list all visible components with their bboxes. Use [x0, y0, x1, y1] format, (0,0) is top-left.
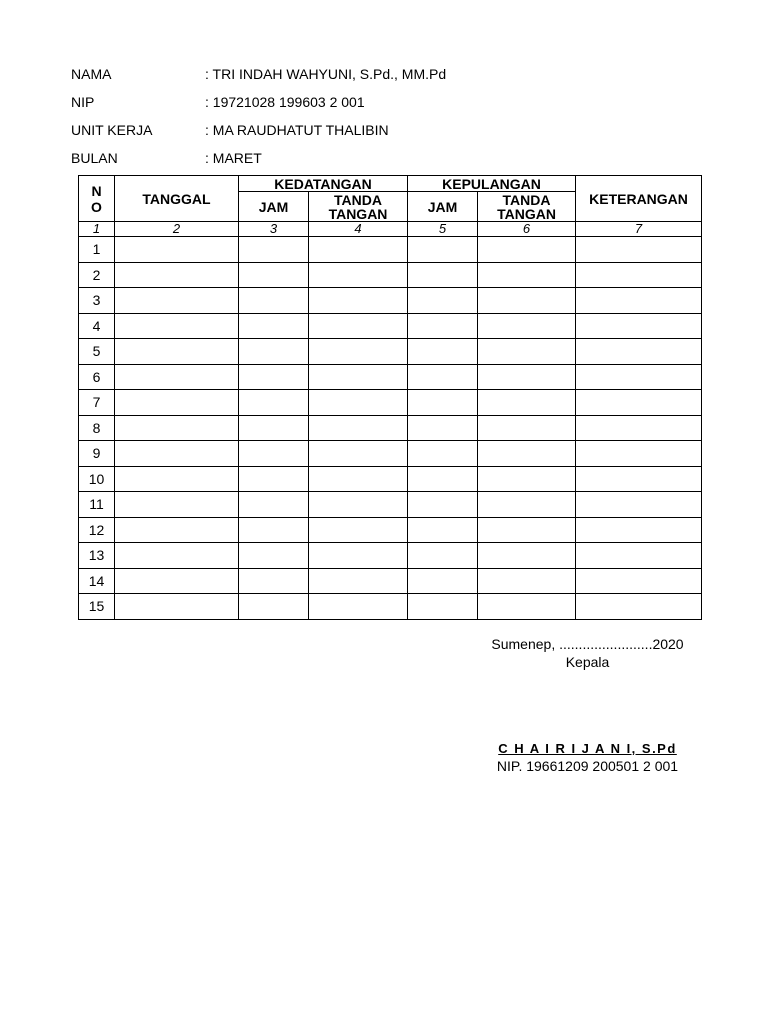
column-number: 4 [309, 222, 408, 237]
row-number: 7 [79, 390, 115, 416]
info-row-bulan [71, 144, 446, 172]
empty-cell [576, 339, 702, 365]
row-number: 4 [79, 313, 115, 339]
empty-cell [408, 441, 478, 467]
header-kepulangan-jam: JAM [408, 192, 478, 222]
table-row [79, 492, 702, 518]
header-tanggal: TANGGAL [115, 176, 239, 222]
empty-cell [239, 441, 309, 467]
empty-cell [478, 288, 576, 314]
empty-cell [576, 313, 702, 339]
empty-cell [309, 364, 408, 390]
bulan-label: BULAN [71, 150, 118, 166]
row-number: 12 [79, 517, 115, 543]
row-number: 11 [79, 492, 115, 518]
empty-cell [576, 441, 702, 467]
empty-cell [309, 237, 408, 263]
empty-cell [576, 415, 702, 441]
row-number: 13 [79, 543, 115, 569]
empty-cell [576, 466, 702, 492]
empty-cell [309, 339, 408, 365]
empty-cell [309, 415, 408, 441]
empty-cell [115, 441, 239, 467]
info-row-unit [71, 116, 446, 144]
empty-cell [408, 492, 478, 518]
empty-cell [408, 568, 478, 594]
attendance-table [78, 175, 702, 620]
empty-cell [115, 364, 239, 390]
empty-cell [239, 415, 309, 441]
signature-role: Kepala [565, 654, 610, 670]
empty-cell [478, 313, 576, 339]
empty-cell [115, 492, 239, 518]
empty-cell [309, 313, 408, 339]
tanda-line1: TANDA [334, 191, 382, 208]
header-row-1 [79, 176, 702, 192]
signature-place-date: Sumenep, ........................2020 [491, 636, 684, 652]
empty-cell [408, 237, 478, 263]
empty-cell [239, 543, 309, 569]
empty-cell [576, 237, 702, 263]
column-number: 5 [408, 222, 478, 237]
nama-value: : TRI INDAH WAHYUNI, S.Pd., MM.Pd [205, 66, 447, 82]
nip-value: : 19721028 199603 2 001 [205, 94, 365, 110]
table-row [79, 364, 702, 390]
empty-cell [408, 313, 478, 339]
empty-cell [309, 568, 408, 594]
row-number: 14 [79, 568, 115, 594]
empty-cell [309, 441, 408, 467]
empty-cell [309, 594, 408, 620]
empty-cell [576, 517, 702, 543]
header-no [79, 176, 115, 222]
column-number: 1 [79, 222, 115, 237]
empty-cell [478, 568, 576, 594]
row-number: 10 [79, 466, 115, 492]
empty-cell [239, 237, 309, 263]
column-number: 3 [239, 222, 309, 237]
column-number: 2 [115, 222, 239, 237]
empty-cell [478, 364, 576, 390]
row-number: 6 [79, 364, 115, 390]
signature-nip: NIP. 19661209 200501 2 001 [496, 758, 679, 774]
table-row [79, 237, 702, 263]
empty-cell [239, 492, 309, 518]
empty-cell [115, 262, 239, 288]
empty-cell [576, 390, 702, 416]
empty-cell [478, 415, 576, 441]
table-row [79, 339, 702, 365]
header-kedatangan: KEDATANGAN [239, 176, 408, 192]
empty-cell [239, 364, 309, 390]
header-no-line1: N [91, 182, 102, 199]
empty-cell [408, 262, 478, 288]
row-number: 3 [79, 288, 115, 314]
empty-cell [239, 313, 309, 339]
row-number: 5 [79, 339, 115, 365]
employee-info [71, 60, 446, 172]
empty-cell [115, 313, 239, 339]
empty-cell [239, 594, 309, 620]
header-kepulangan: KEPULANGAN [408, 176, 576, 192]
empty-cell [408, 288, 478, 314]
empty-cell [115, 390, 239, 416]
table-row [79, 415, 702, 441]
empty-cell [408, 415, 478, 441]
header-kepulangan-tanda [478, 192, 576, 222]
empty-cell [115, 517, 239, 543]
empty-cell [115, 543, 239, 569]
empty-cell [478, 390, 576, 416]
empty-cell [408, 466, 478, 492]
empty-cell [115, 415, 239, 441]
row-number: 1 [79, 237, 115, 263]
header-no-line2: O [91, 198, 102, 215]
empty-cell [576, 262, 702, 288]
table-row [79, 390, 702, 416]
row-number: 15 [79, 594, 115, 620]
empty-cell [576, 568, 702, 594]
empty-cell [115, 288, 239, 314]
empty-cell [309, 543, 408, 569]
empty-cell [115, 568, 239, 594]
table-row [79, 313, 702, 339]
empty-cell [408, 390, 478, 416]
row-number: 9 [79, 441, 115, 467]
header-kedatangan-tanda [309, 192, 408, 222]
tanda-line2: TANGAN [328, 205, 388, 222]
empty-cell [408, 517, 478, 543]
empty-cell [576, 364, 702, 390]
empty-cell [309, 517, 408, 543]
table-row [79, 262, 702, 288]
empty-cell [408, 594, 478, 620]
header-keterangan: KETERANGAN [576, 176, 702, 222]
empty-cell [239, 288, 309, 314]
empty-cell [309, 492, 408, 518]
empty-cell [576, 492, 702, 518]
empty-cell [309, 262, 408, 288]
empty-cell [309, 390, 408, 416]
empty-cell [478, 339, 576, 365]
empty-cell [115, 594, 239, 620]
info-row-nama [71, 60, 446, 88]
column-number: 7 [576, 222, 702, 237]
column-number-row [79, 222, 702, 237]
tanda-line2: TANGAN [497, 205, 556, 222]
tanda-line1: TANDA [502, 191, 551, 208]
row-number: 2 [79, 262, 115, 288]
empty-cell [239, 390, 309, 416]
empty-cell [239, 466, 309, 492]
empty-cell [576, 543, 702, 569]
empty-cell [408, 543, 478, 569]
empty-cell [239, 262, 309, 288]
nip-label: NIP [71, 94, 95, 110]
empty-cell [576, 594, 702, 620]
empty-cell [478, 594, 576, 620]
empty-cell [478, 492, 576, 518]
info-row-nip [71, 88, 446, 116]
table-row [79, 568, 702, 594]
empty-cell [309, 466, 408, 492]
empty-cell [478, 441, 576, 467]
unit-value: : MA RAUDHATUT THALIBIN [205, 122, 389, 138]
table-row [79, 543, 702, 569]
table-row [79, 288, 702, 314]
signature-name: C H A I R I J A N I, S.Pd [498, 741, 677, 756]
column-number: 6 [478, 222, 576, 237]
empty-cell [309, 288, 408, 314]
empty-cell [408, 339, 478, 365]
unit-label: UNIT KERJA [71, 122, 153, 138]
table-row [79, 594, 702, 620]
empty-cell [478, 517, 576, 543]
empty-cell [239, 339, 309, 365]
row-number: 8 [79, 415, 115, 441]
table-body [79, 237, 702, 620]
header-kedatangan-jam: JAM [239, 192, 309, 222]
empty-cell [478, 237, 576, 263]
nama-label: NAMA [71, 66, 112, 82]
empty-cell [115, 466, 239, 492]
empty-cell [115, 237, 239, 263]
table-row [79, 517, 702, 543]
empty-cell [239, 517, 309, 543]
empty-cell [478, 262, 576, 288]
empty-cell [478, 466, 576, 492]
empty-cell [408, 364, 478, 390]
empty-cell [478, 543, 576, 569]
empty-cell [115, 339, 239, 365]
empty-cell [576, 288, 702, 314]
empty-cell [239, 568, 309, 594]
table-row [79, 441, 702, 467]
bulan-value: : MARET [205, 150, 262, 166]
table-row [79, 466, 702, 492]
